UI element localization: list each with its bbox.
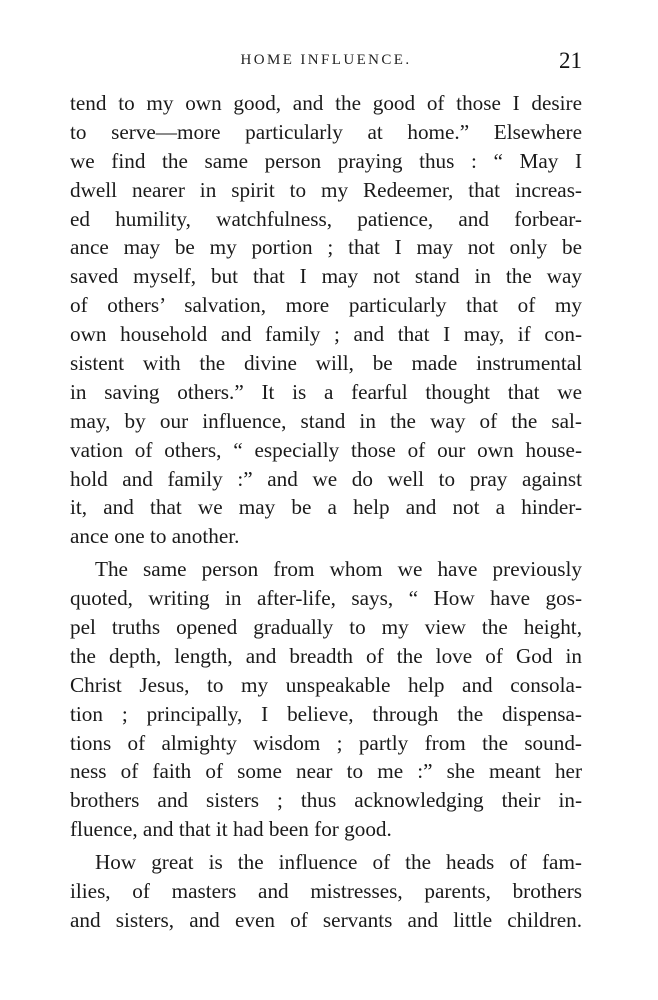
text-line: may, by our influence, stand in the way of the sal- [70,408,582,433]
page-number: 21 [559,48,582,73]
text-line: ance may be my portion ; that I may not only be [70,235,582,260]
text-line: tend to my own good, and the good of those I desire [70,91,582,115]
paragraph [70,555,582,844]
paragraph [70,848,582,935]
text-line: fluence, and that it had been for good. [70,817,392,842]
text-line: to serve—more particularly at home.” Elsewhere [70,119,582,144]
text-line: ness of faith of some near to me :” she meant her [70,759,582,784]
text-line: saved myself, but that I may not stand in the way [70,264,582,289]
text-line: The same person from whom we have previously [95,557,582,582]
page-header [70,50,582,74]
text-line: quoted, writing in after-life, says, “ How have gos- [70,586,582,611]
text-line: sistent with the divine will, be made instrumental [70,351,582,376]
text-line: dwell nearer in spirit to my Redeemer, that increas- [70,177,582,202]
text-line: it, and that we may be a help and not a hinder- [70,495,582,520]
text-line: tions of almighty wisdom ; partly from the sound- [70,730,582,755]
text-line: the depth, length, and breadth of the love of God in [70,643,582,668]
paragraph [70,89,582,551]
text-line: How great is the influence of the heads of fam- [95,850,582,875]
text-line: vation of others, “ especially those of our own house- [70,437,582,462]
text-line: hold and family :” and we do well to pray against [70,466,582,491]
text-line: tion ; principally, I believe, through the dispensa- [70,701,582,726]
text-line: Christ Jesus, to my unspeakable help and consola- [70,672,582,697]
text-line: ance one to another. [70,524,240,549]
text-line: in saving others.” It is a fearful thought that we [70,379,582,404]
text-line: pel truths opened gradually to my view the height, [70,615,582,640]
text-line: of others’ salvation, more particularly that of my [70,293,582,318]
text-line: and sisters, and even of servants and little children. [70,907,582,932]
text-line: own household and family ; and that I may, if con- [70,322,582,347]
text-line: ed humility, watchfulness, patience, and forbear- [70,206,582,231]
text-line: ilies, of masters and mistresses, parents, brothers [70,879,582,904]
text-line: brothers and sisters ; thus acknowledging their in- [70,788,582,813]
text-line: we find the same person praying thus : “ May I [70,148,582,173]
running-head: HOME INFLUENCE. [240,52,412,68]
body-text [70,89,582,935]
